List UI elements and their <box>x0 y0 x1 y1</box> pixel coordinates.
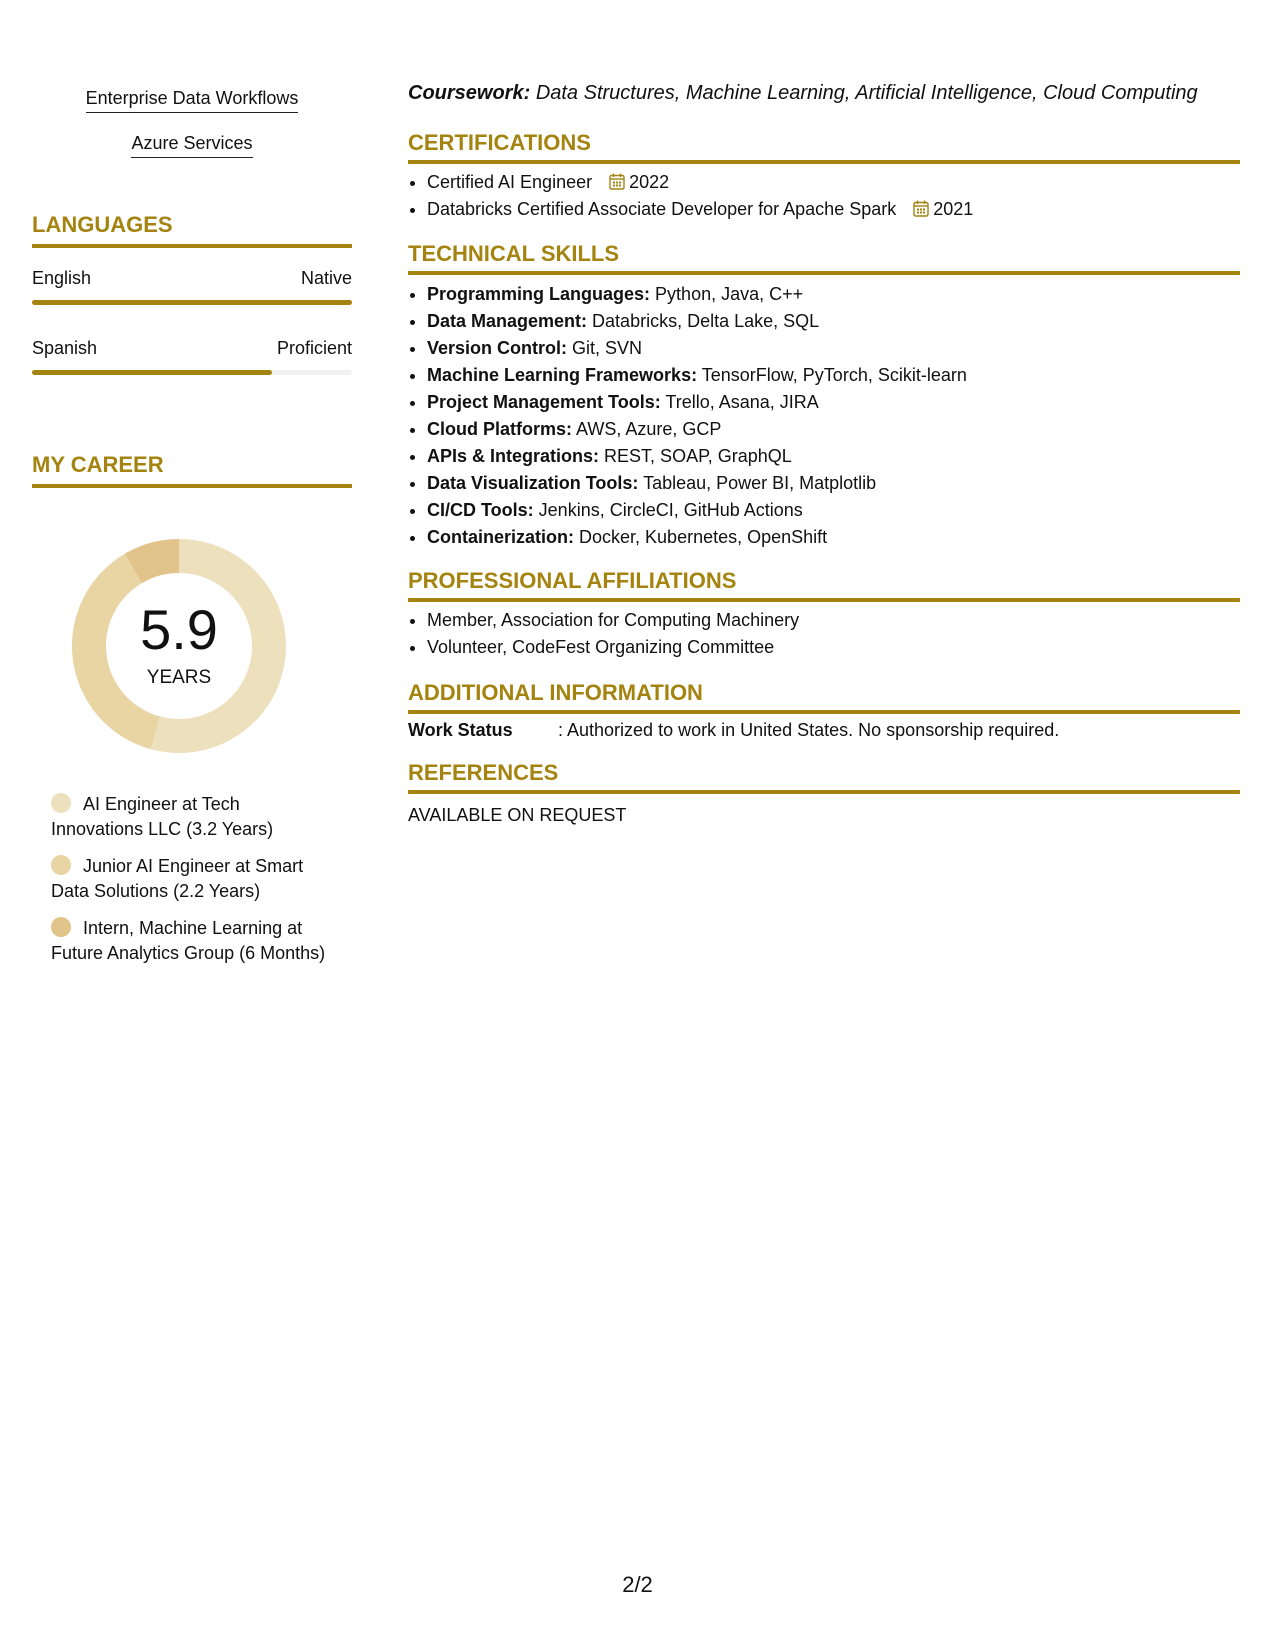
skill-item <box>427 416 967 443</box>
skill-value: AWS, Azure, GCP <box>576 419 722 439</box>
technical-skills-list <box>408 281 967 551</box>
skill-tag: Enterprise Data Workflows <box>86 88 299 113</box>
career-legend <box>51 792 331 978</box>
coursework-label: Coursework: <box>408 82 531 104</box>
skill-label: Containerization: <box>427 527 574 547</box>
certifications-list <box>408 169 973 223</box>
language-bar-fill <box>32 300 352 305</box>
skill-item <box>427 335 967 362</box>
skill-value: Databricks, Delta Lake, SQL <box>592 311 820 331</box>
skill-item <box>427 443 967 470</box>
language-bar <box>32 370 352 375</box>
skill-label: Programming Languages: <box>427 284 651 304</box>
certification-year: 2021 <box>933 199 974 219</box>
certification-item <box>427 196 973 223</box>
language-level: Proficient <box>276 338 352 358</box>
affiliations-heading: PROFESSIONAL AFFILIATIONS <box>408 568 1240 602</box>
skill-value: Python, Java, C++ <box>655 284 804 304</box>
additional-info-heading: ADDITIONAL INFORMATION <box>408 680 1240 714</box>
legend-dot <box>51 917 71 937</box>
legend-item <box>51 916 331 966</box>
affiliation-item: • Member, Association for Computing Machinery <box>427 607 799 634</box>
language-level: Native <box>300 268 352 288</box>
career-years-label: YEARS <box>146 667 212 688</box>
skill-label: Data Management: <box>427 311 588 331</box>
languages-heading: LANGUAGES <box>32 212 352 248</box>
skill-value: Trello, Asana, JIRA <box>665 392 819 412</box>
skill-label: Project Management Tools: <box>427 392 661 412</box>
work-status-row <box>408 720 1059 741</box>
certification-name: Databricks Certified Associate Developer for Apache Spark <box>427 199 897 219</box>
page-number: 2/2 <box>622 1572 653 1597</box>
skill-item <box>427 524 967 551</box>
affiliation-item: • Volunteer, CodeFest Organizing Committee <box>427 634 799 661</box>
skill-item <box>427 281 967 308</box>
legend-item <box>51 792 331 842</box>
skill-value: Jenkins, CircleCI, GitHub Actions <box>538 500 803 520</box>
work-status-value: : Authorized to work in United States. No sponsorship required. <box>558 720 1060 740</box>
skill-label: APIs & Integrations: <box>427 446 600 466</box>
legend-label: AI Engineer at Tech Innovations LLC (3.2 Years) <box>51 794 274 839</box>
calendar-icon <box>609 173 625 190</box>
career-total-years: 5.9 <box>140 598 218 661</box>
certification-year: 2022 <box>629 172 670 192</box>
language-name: English <box>32 268 92 288</box>
coursework-text: Data Structures, Machine Learning, Artificial Intelligence, Cloud Computing <box>535 82 1198 104</box>
legend-dot <box>51 793 71 813</box>
coursework-line <box>408 82 1198 105</box>
references-heading: REFERENCES <box>408 760 1240 794</box>
certifications-heading: CERTIFICATIONS <box>408 130 1240 164</box>
technical-skills-heading: TECHNICAL SKILLS <box>408 241 1240 275</box>
work-status-label: Work Status <box>408 720 513 740</box>
skill-tag: Azure Services <box>131 133 252 158</box>
skill-value: Docker, Kubernetes, OpenShift <box>579 527 828 547</box>
calendar-icon <box>913 200 929 217</box>
skill-label: Cloud Platforms: <box>427 419 573 439</box>
language-bar-fill <box>32 370 272 375</box>
legend-label: Junior AI Engineer at Smart Data Solutions (2.2 Years) <box>51 856 304 901</box>
affiliations-list <box>408 607 799 661</box>
certification-item <box>427 169 973 196</box>
legend-item <box>51 854 331 904</box>
skill-item <box>427 470 967 497</box>
skill-item <box>427 362 967 389</box>
skill-value: Tableau, Power BI, Matplotlib <box>643 473 877 493</box>
skill-label: Data Visualization Tools: <box>427 473 639 493</box>
skill-item <box>427 497 967 524</box>
legend-dot <box>51 855 71 875</box>
career-heading: MY CAREER <box>32 452 352 488</box>
skill-item <box>427 389 967 416</box>
skill-label: Machine Learning Frameworks: <box>427 365 698 385</box>
skill-value: Git, SVN <box>572 338 643 358</box>
skill-tag-wrap <box>32 133 352 158</box>
language-bar <box>32 300 352 305</box>
references-text: AVAILABLE ON REQUEST <box>408 805 627 825</box>
skill-tag-wrap <box>32 88 352 113</box>
skill-label: CI/CD Tools: <box>427 500 534 520</box>
skill-value: REST, SOAP, GraphQL <box>604 446 792 466</box>
skill-item <box>427 308 967 335</box>
language-name: Spanish <box>32 338 98 358</box>
skill-value: TensorFlow, PyTorch, Scikit-learn <box>701 365 967 385</box>
skill-label: Version Control: <box>427 338 568 358</box>
legend-label: Intern, Machine Learning at Future Analytics Group (6 Months) <box>51 918 326 963</box>
certification-name: Certified AI Engineer <box>427 172 593 192</box>
